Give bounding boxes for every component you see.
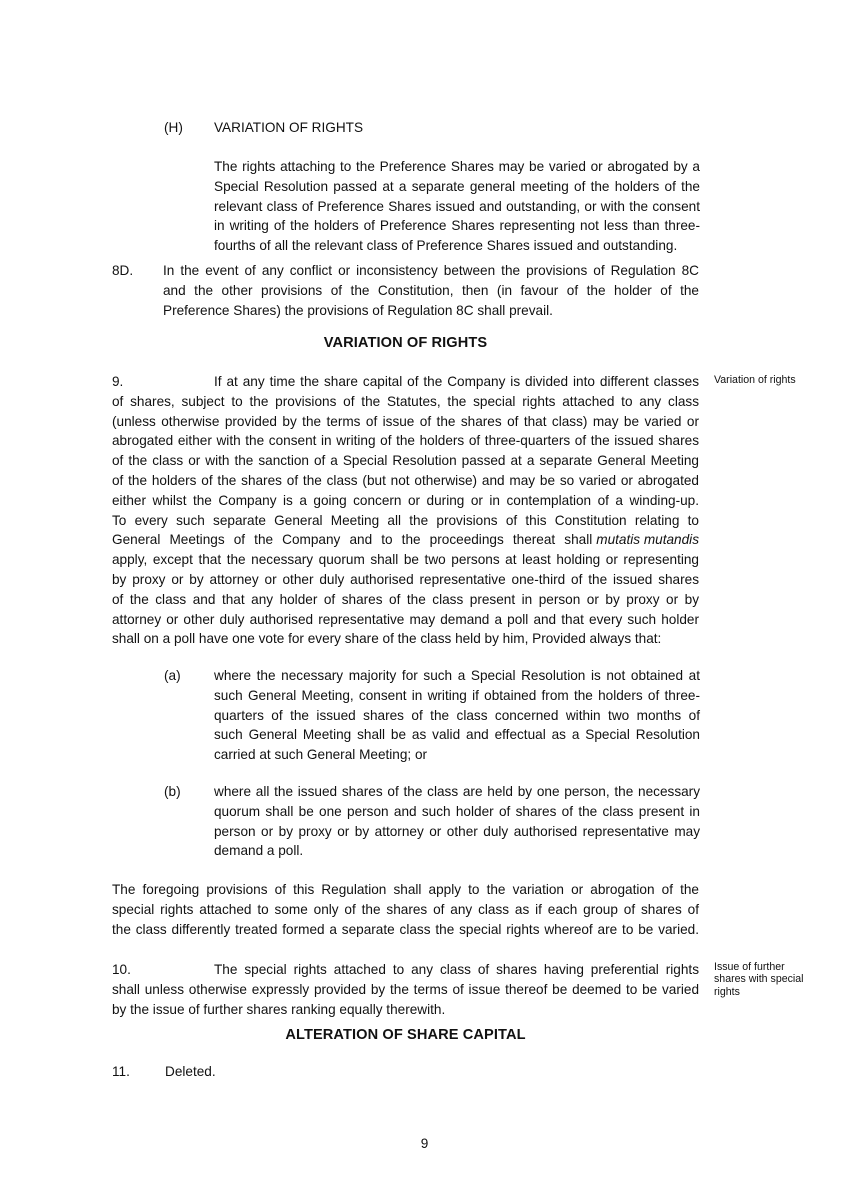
text-line: fourths of all the relevant class of Preference Shares issued and outstanding. bbox=[214, 238, 678, 254]
regulation-number: 8D. bbox=[112, 263, 134, 278]
text-line: Preference Shares) the provisions of Regulation 8C shall prevail. bbox=[163, 302, 553, 318]
text-line: by the issue of further shares ranking equally therewith. bbox=[112, 1001, 446, 1017]
text-line: and the other provisions of the Constitution, then (in favour of the holder of the bbox=[163, 282, 699, 298]
regulation-8d-body bbox=[163, 261, 699, 320]
text-line: either whilst the Company is a going concern or during or in contemplation of a winding-up. bbox=[112, 492, 699, 508]
text-line: where all the issued shares of the class are held by one person, the necessary bbox=[214, 784, 700, 799]
text-line: of the class or with the sanction of a Special Resolution passed at a separate General Meeting bbox=[112, 453, 699, 469]
text-line: If at any time the share capital of the Company is divided into different classes bbox=[214, 374, 699, 389]
text-line: In the event of any conflict or inconsistency between the provisions of Regulation 8C bbox=[163, 263, 699, 278]
text-line: To every such separate General Meeting all the provisions of this Constitution relating to bbox=[112, 512, 699, 528]
section-h-label: (H) bbox=[164, 120, 183, 135]
text-line: quorum shall be one person and such holder of shares of the class present in bbox=[214, 803, 700, 819]
sub-clause-label: (a) bbox=[164, 668, 181, 683]
section-heading-alteration-of-share-capital: ALTERATION OF SHARE CAPITAL bbox=[285, 1027, 526, 1043]
regulation-11-text: Deleted. bbox=[165, 1064, 216, 1079]
text-line: such General Meeting, consent in writing if obtained from the holders of three- bbox=[214, 687, 700, 703]
text-line: in writing of the holders of Preference Shares representing not less than three- bbox=[214, 218, 700, 234]
regulation-10-body bbox=[112, 960, 699, 1019]
page-number: 9 bbox=[420, 1136, 429, 1151]
text-line: such General Meeting shall be as valid and effectual as a Special Resolution bbox=[214, 727, 700, 743]
text-line: shall unless otherwise expressly provided by the terms of issue thereof be deemed to be varied bbox=[112, 981, 699, 997]
text-line: by proxy or by attorney or other duly authorised representative one-third of the issued shares bbox=[112, 571, 699, 587]
text-line: The foregoing provisions of this Regulation shall apply to the variation or abrogation of the bbox=[112, 882, 699, 897]
text-line: person or by proxy or by attorney or other duly authorised representative may bbox=[214, 823, 700, 839]
margin-note bbox=[714, 961, 824, 998]
sub-clause-b-body bbox=[214, 782, 700, 861]
regulation-number: 9. bbox=[112, 374, 124, 389]
foregoing-paragraph bbox=[112, 880, 699, 939]
text-line: of shares, subject to the provisions of the Statutes, the special rights attached to any class bbox=[112, 393, 699, 409]
text-line: where the necessary majority for such a Special Resolution is not obtained at bbox=[214, 668, 700, 683]
text-line: attorney or other duly authorised representative may demand a poll and that every such holder bbox=[112, 611, 699, 627]
margin-note-line: rights bbox=[714, 985, 740, 998]
text-line: The special rights attached to any class of shares having preferential rights bbox=[214, 962, 699, 977]
text-segment: General Meetings of the Company and to the proceedings thereat shall bbox=[112, 532, 593, 548]
sub-clause-label: (b) bbox=[164, 784, 181, 799]
text-line bbox=[112, 530, 699, 550]
text-line: shall on a poll have one vote for every share of the class held by him, Provided always that: bbox=[112, 631, 662, 647]
text-line: apply, except that the necessary quorum shall be two persons at least holding or representing bbox=[112, 552, 699, 568]
text-line: The rights attaching to the Preference Shares may be varied or abrogated by a bbox=[214, 159, 700, 174]
margin-note: Variation of rights bbox=[714, 374, 796, 386]
text-line: of the holders of the shares of the class (but not otherwise) and may be so varied or abrogated bbox=[112, 472, 699, 488]
regulation-9-body bbox=[112, 372, 699, 649]
text-line: (unless otherwise provided by the terms of issue of the shares of that class) may be varied or bbox=[112, 413, 699, 429]
italic-phrase: mutatis mutandis bbox=[596, 532, 699, 548]
text-line: of the class and that any holder of shares of the class present in person or by proxy or by bbox=[112, 591, 699, 607]
text-line: carried at such General Meeting; or bbox=[214, 747, 428, 763]
section-h-title: VARIATION OF RIGHTS bbox=[214, 120, 364, 135]
sub-clause-a-body bbox=[214, 666, 700, 765]
text-line: relevant class of Preference Shares issued and outstanding, or with the consent bbox=[214, 198, 700, 214]
text-line: Special Resolution passed at a separate general meeting of the holders of the bbox=[214, 178, 700, 194]
section-heading-variation-of-rights: VARIATION OF RIGHTS bbox=[323, 335, 488, 351]
text-line: demand a poll. bbox=[214, 843, 304, 859]
text-line: quarters of the issued shares of the class concerned within two months of bbox=[214, 707, 700, 723]
text-line: special rights attached to some only of the shares of any class as if each group of shares of bbox=[112, 901, 699, 917]
margin-note-line: Issue of further bbox=[714, 961, 785, 973]
section-h-body bbox=[214, 157, 700, 256]
regulation-number: 11. bbox=[112, 1064, 130, 1079]
regulation-number: 10. bbox=[112, 962, 131, 977]
margin-note-line: shares with special bbox=[714, 973, 804, 986]
text-line: abrogated either with the consent in writing of the holders of three-quarters of the issued shares bbox=[112, 433, 699, 449]
text-line: the class differently treated formed a separate class the special rights whereof are to be varied. bbox=[112, 921, 699, 937]
